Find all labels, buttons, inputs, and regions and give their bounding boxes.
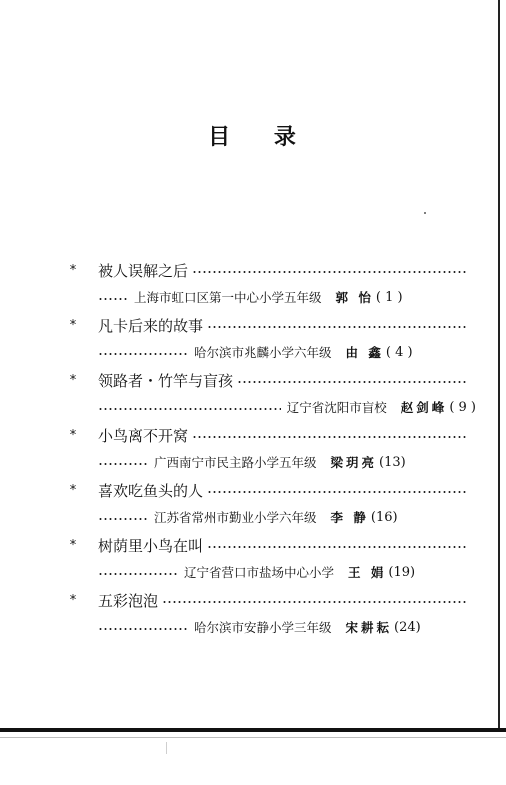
dot-leader bbox=[162, 601, 468, 603]
entry-page-number: (13) bbox=[379, 454, 406, 470]
entry-school: 辽宁省营口市盐场中心小学 bbox=[184, 565, 335, 580]
entry-page-number: ( 1 ) bbox=[375, 289, 403, 305]
entry-author: 由 鑫 bbox=[345, 345, 384, 360]
dot-leader bbox=[207, 326, 468, 328]
dot-leader bbox=[237, 381, 468, 383]
star-marker: * bbox=[69, 372, 77, 388]
star-marker: * bbox=[69, 317, 77, 333]
entry-title: 喜欢吃鱼头的人 bbox=[98, 481, 204, 500]
entry-title: 树荫里小鸟在叫 bbox=[98, 536, 204, 555]
toc-entry[interactable] bbox=[0, 533, 506, 588]
entry-author: 梁玥亮 bbox=[330, 455, 378, 470]
entry-title: 凡卡后来的故事 bbox=[98, 316, 204, 335]
toc-entry[interactable] bbox=[0, 423, 506, 478]
entry-page-number: ( 4 ) bbox=[385, 344, 413, 360]
toc-entry[interactable] bbox=[0, 368, 506, 423]
entry-title: 小鸟离不开窝 bbox=[98, 426, 189, 445]
entry-page-number: (19) bbox=[388, 564, 416, 580]
entry-school: 上海市虹口区第一中心小学五年级 bbox=[134, 290, 322, 305]
star-marker: * bbox=[69, 482, 77, 498]
dot-leader bbox=[98, 408, 281, 410]
dot-leader bbox=[98, 463, 148, 465]
star-marker: * bbox=[69, 427, 77, 443]
dot-leader bbox=[207, 546, 468, 548]
entry-author: 郭 怡 bbox=[335, 290, 374, 305]
table-of-contents bbox=[0, 258, 506, 643]
bottom-rule bbox=[0, 728, 506, 732]
toc-entry[interactable] bbox=[0, 588, 506, 643]
toc-entry[interactable] bbox=[0, 258, 506, 313]
star-marker: * bbox=[69, 592, 77, 608]
entry-page-number: (16) bbox=[370, 509, 398, 525]
entry-author: 宋耕耘 bbox=[345, 620, 393, 635]
entry-page-number: (24) bbox=[394, 619, 421, 635]
scan-mark bbox=[166, 742, 167, 754]
entry-title: 被人误解之后 bbox=[98, 261, 189, 280]
entry-author: 赵剑峰 bbox=[400, 400, 448, 415]
dot-leader bbox=[192, 271, 468, 273]
dot-leader bbox=[98, 518, 148, 520]
dot-leader bbox=[98, 353, 188, 355]
dot-leader bbox=[98, 628, 188, 630]
dot-leader bbox=[207, 491, 468, 493]
scan-speck bbox=[424, 212, 426, 214]
toc-entry[interactable] bbox=[0, 313, 506, 368]
entry-page-number: ( 9 ) bbox=[449, 399, 476, 415]
dot-leader bbox=[98, 573, 178, 575]
dot-leader bbox=[192, 436, 468, 438]
entry-school: 哈尔滨市兆麟小学六年级 bbox=[194, 345, 332, 360]
page-title bbox=[0, 120, 506, 151]
entry-author: 王 娟 bbox=[348, 565, 387, 580]
entry-school: 辽宁省沈阳市盲校 bbox=[286, 400, 387, 415]
star-marker: * bbox=[69, 537, 77, 553]
star-marker: * bbox=[69, 262, 77, 278]
entry-school: 哈尔滨市安静小学三年级 bbox=[194, 620, 332, 635]
page-title-char-2: 录 bbox=[273, 125, 298, 150]
entry-author: 李 静 bbox=[330, 510, 369, 525]
toc-entry[interactable] bbox=[0, 478, 506, 533]
entry-title: 领路者・竹竿与盲孩 bbox=[98, 371, 234, 390]
entry-school: 江苏省常州市勤业小学六年级 bbox=[154, 510, 317, 525]
dot-leader bbox=[98, 298, 128, 300]
entry-title: 五彩泡泡 bbox=[98, 591, 159, 610]
bottom-rule-thin bbox=[0, 737, 506, 738]
page-title-char-1: 目 bbox=[208, 125, 233, 150]
entry-school: 广西南宁市民主路小学五年级 bbox=[154, 455, 317, 470]
